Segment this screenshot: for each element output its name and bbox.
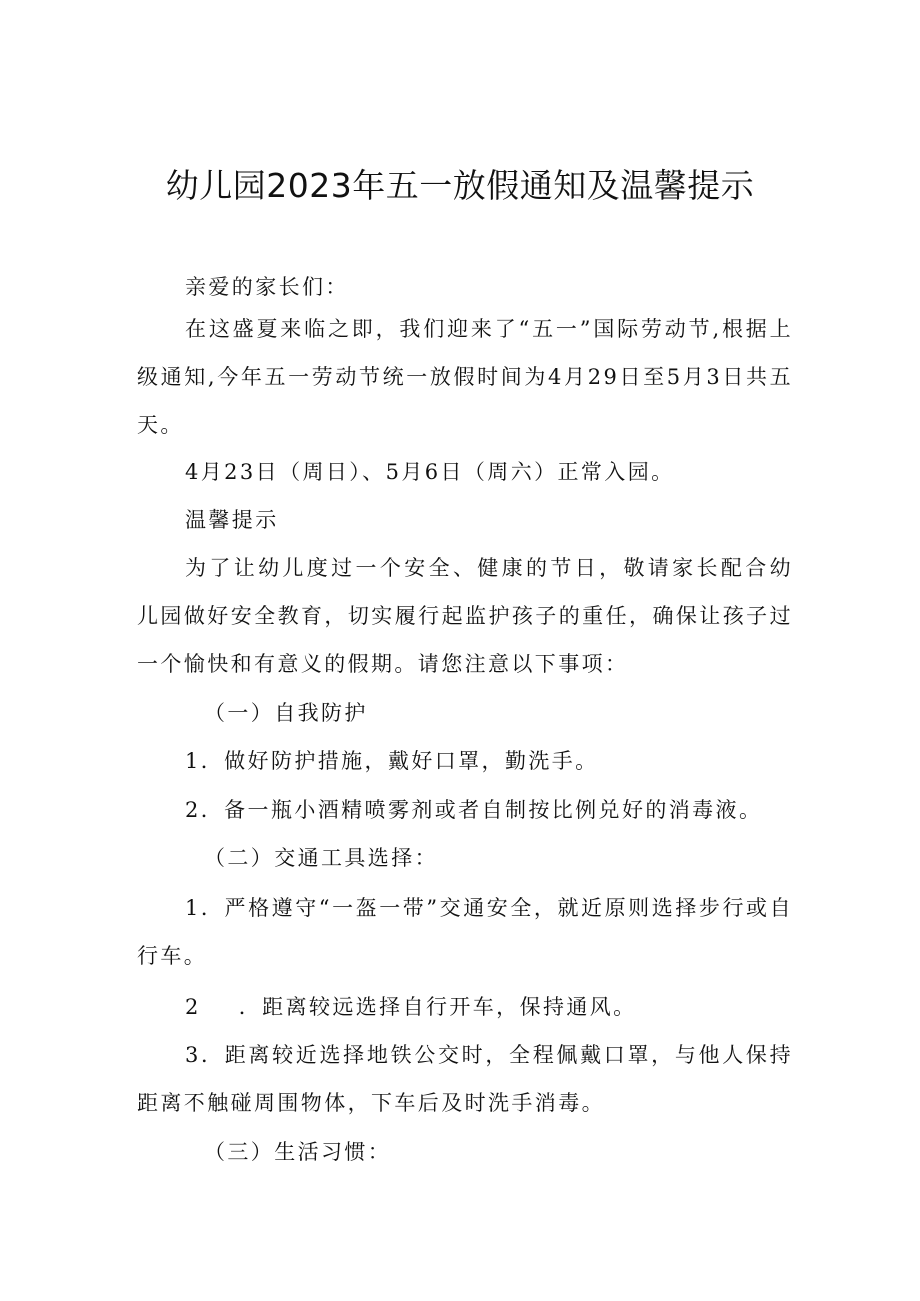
tips-intro-paragraph: 为了让幼儿度过一个安全、健康的节日，敬请家长配合幼儿园做好安全教育，切实履行起监护孩子的重任，确保让孩子过一个愉快和有意义的假期。请您注意以下事项： xyxy=(137,556,793,676)
document-title: 幼儿园2023年五一放假通知及温馨提示 xyxy=(165,166,755,205)
section-2-heading: （二）交通工具选择： xyxy=(204,846,438,870)
section-1-heading: （一）自我防护 xyxy=(204,701,368,725)
tips-heading: 温馨提示 xyxy=(185,508,279,532)
section-2-item-3: 3．距离较近选择地铁公交时，全程佩戴口罩，与他人保持距离不触碰周围物体，下车后及时洗手消毒。 xyxy=(137,1043,793,1115)
school-days-paragraph: 4月23日（周日）、5月6日（周六）正常入园。 xyxy=(185,460,675,484)
section-2-item-2-text: ．距离较远选择自行开车，保持通风。 xyxy=(238,995,637,1019)
intro-paragraph: 在这盛夏来临之即，我们迎来了“五一”国际劳动节,根据上级通知,今年五一劳动节统一放假时间为4月29日至5月3日共五天。 xyxy=(137,317,793,437)
section-2-item-2 xyxy=(137,983,793,1031)
section-2-item-1: 1．严格遵守“一盔一带”交通安全，就近原则选择步行或自行车。 xyxy=(137,896,793,968)
section-1-item-2: 2．备一瓶小酒精喷雾剂或者自制按比例兑好的消毒液。 xyxy=(185,798,763,822)
section-3-heading: （三）生活习惯： xyxy=(204,1140,392,1164)
section-1-item-1: 1．做好防护措施，戴好口罩，勤洗手。 xyxy=(185,749,599,773)
section-2-item-2-number: 2 xyxy=(185,995,201,1019)
greeting: 亲爱的家长们： xyxy=(185,275,349,299)
